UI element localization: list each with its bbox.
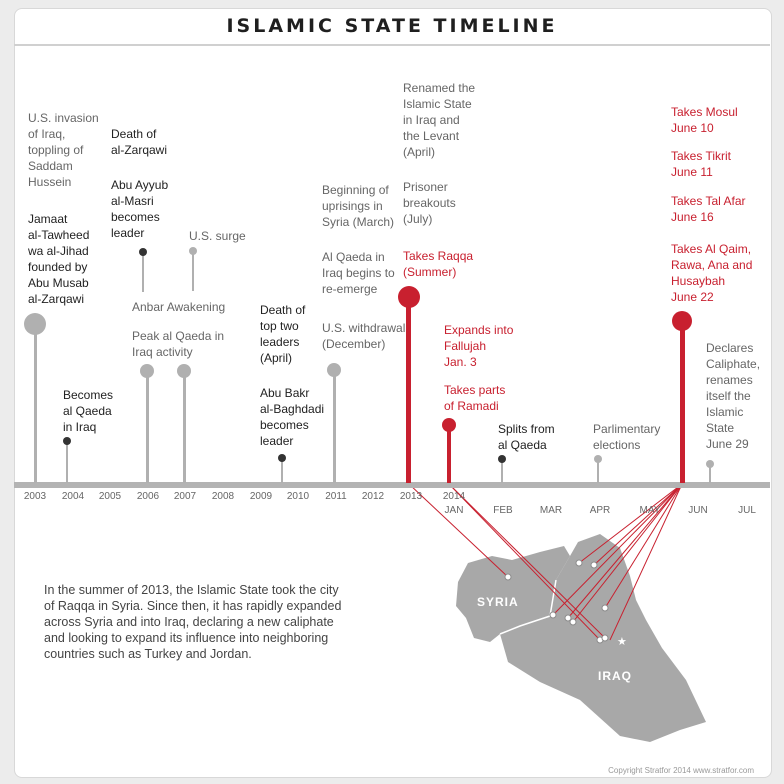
- marker-2004: [63, 437, 71, 445]
- event-us-invasion: U.S. invasion of Iraq, toppling of Saddam Hussein: [28, 111, 99, 189]
- event-tal-afar: Takes Tal Afar June 16: [671, 194, 746, 224]
- marker-2013: [398, 286, 420, 308]
- year-label: 2006: [136, 491, 160, 502]
- marker-2010: [278, 454, 286, 462]
- year-label: 2004: [61, 491, 85, 502]
- year-label: 2009: [249, 491, 273, 502]
- map-label-syria: SYRIA: [477, 595, 519, 609]
- timeline-bar: [14, 482, 770, 488]
- event-jamaat-founded: Jamaat al-Tawheed wa al-Jihad founded by Abu Musab al-Zarqawi: [28, 212, 90, 306]
- event-tikrit: Takes Tikrit June 11: [671, 149, 732, 179]
- event-baghdadi: Abu Bakr al-Baghdadi becomes leader: [260, 386, 325, 448]
- month-label: JUN: [688, 505, 708, 516]
- year-label: 2014: [442, 491, 466, 502]
- month-label: APR: [589, 505, 611, 516]
- stem-2007-surge: [192, 251, 194, 291]
- year-label: 2008: [211, 491, 235, 502]
- marker-june: [672, 311, 692, 331]
- event-death-two-leaders: Death of top two leaders (April): [260, 303, 306, 365]
- marker-2003: [24, 313, 46, 335]
- event-prisoner-breakouts: Prisoner breakouts (July): [403, 180, 456, 226]
- marker-feb: [498, 455, 506, 463]
- line-mosul: [579, 484, 682, 563]
- line-tikrit: [594, 484, 682, 565]
- stem-2007: [183, 371, 186, 483]
- page-title: ISLAMIC STATE TIMELINE: [226, 15, 558, 37]
- stem-jan: [447, 425, 451, 483]
- baghdad-star-icon: ★: [617, 636, 627, 648]
- stem-2003: [34, 323, 37, 483]
- year-label: 2011: [325, 491, 347, 502]
- event-aqi-reemerge: Al Qaeda in Iraq begins to re-emerge: [322, 250, 395, 296]
- stem-2006: [146, 371, 149, 483]
- marker-2011: [327, 363, 341, 377]
- year-label: 2007: [173, 491, 197, 502]
- event-renamed-isil: Renamed the Islamic State in Iraq and the Levant (April): [403, 81, 476, 159]
- event-fallujah: Expands into Fallujah Jan. 3: [444, 323, 514, 369]
- stem-2006-zarqawi: [142, 252, 144, 292]
- copyright-text: Copyright Stratfor 2014 www.stratfor.com: [608, 766, 754, 775]
- stem-2011: [333, 370, 336, 483]
- marker-apr: [594, 455, 602, 463]
- month-label: JUL: [738, 505, 756, 516]
- event-ramadi: Takes parts of Ramadi: [444, 383, 506, 413]
- year-label: 2012: [361, 491, 385, 502]
- marker-june29: [706, 460, 714, 468]
- event-peak-aqi: Peak al Qaeda in Iraq activity: [132, 329, 225, 359]
- event-al-qaim: Takes Al Qaim, Rawa, Ana and Husaybah June 22: [671, 242, 753, 304]
- marker-2007: [177, 364, 191, 378]
- event-mosul: Takes Mosul June 10: [671, 105, 738, 135]
- stem-june: [680, 321, 685, 483]
- marker-2006: [140, 364, 154, 378]
- marker-2006-zarqawi: [139, 248, 147, 256]
- event-us-surge: U.S. surge: [189, 229, 246, 243]
- marker-jan: [442, 418, 456, 432]
- marker-2007-surge: [189, 247, 197, 255]
- year-label: 2005: [98, 491, 122, 502]
- event-becomes-aqi: Becomes al Qaeda in Iraq: [63, 388, 114, 434]
- month-label: MAY: [639, 505, 661, 516]
- event-abu-ayyub: Abu Ayyub al-Masri becomes leader: [111, 178, 169, 240]
- month-label: JAN: [444, 505, 464, 516]
- event-anbar: Anbar Awakening: [132, 300, 226, 314]
- year-label: 2013: [399, 491, 423, 502]
- month-label: MAR: [539, 505, 563, 516]
- year-label: 2010: [286, 491, 310, 502]
- summary-text: In the summer of 2013, the Islamic State took the city of Raqqa in Syria. Since then, it has rapidly expanded across Syria and into Iraq, declaring a new caliphate and looking to expand its influence into neighboring countries such as Turkey and Jordan.: [44, 583, 342, 661]
- year-label: 2003: [23, 491, 47, 502]
- event-syria-uprisings: Beginning of uprisings in Syria (March): [322, 183, 395, 229]
- event-us-withdrawal: U.S. withdrawal (December): [322, 321, 406, 351]
- month-label: FEB: [493, 505, 513, 516]
- stem-2004: [66, 441, 68, 483]
- event-takes-raqqa: Takes Raqqa (Summer): [403, 249, 474, 279]
- map-label-iraq: IRAQ: [598, 669, 632, 683]
- stem-2013: [406, 296, 411, 483]
- event-elections: Parlimentary elections: [593, 422, 661, 452]
- event-caliphate: Declares Caliphate, renames itself the Islamic State June 29: [706, 341, 761, 451]
- event-splits-aq: Splits from al Qaeda: [498, 422, 555, 452]
- event-death-zarqawi: Death of al-Zarqawi: [111, 127, 168, 157]
